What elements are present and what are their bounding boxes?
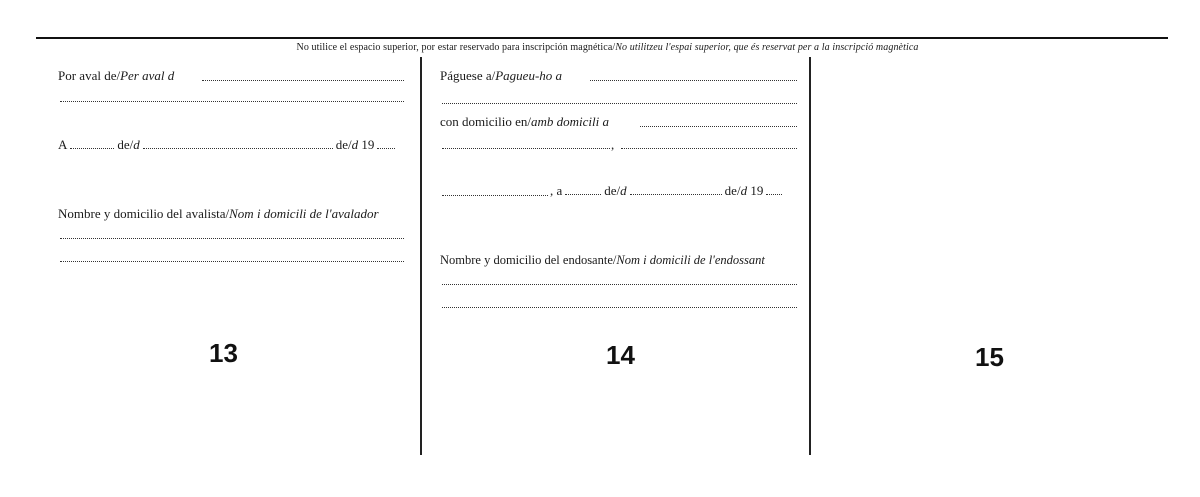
- avalista-field-1[interactable]: [60, 238, 404, 239]
- magnetic-notice: [0, 42, 1200, 53]
- endorse-month-field[interactable]: [630, 194, 722, 195]
- pay-field[interactable]: [590, 80, 797, 81]
- endosante-label-ca: Nom i domicili de l'endossant: [616, 253, 765, 267]
- date-de1-label: de/: [117, 137, 134, 152]
- panel-number-13: 13: [209, 338, 238, 368]
- avalista-label-ca: Nom i domicili de l'avalador: [229, 206, 379, 221]
- date-de2-ca: d: [351, 137, 359, 152]
- domicile-field[interactable]: [640, 126, 797, 127]
- avalista-field-2[interactable]: [60, 261, 404, 262]
- top-rule: [36, 37, 1168, 39]
- date-year-prefix: 19: [361, 137, 375, 152]
- domicile-field-2b[interactable]: [621, 148, 797, 149]
- aval-field[interactable]: [202, 80, 404, 81]
- divider-14-15: [809, 57, 811, 455]
- date-year-field[interactable]: [377, 148, 395, 149]
- endorse-day-field[interactable]: [565, 194, 601, 195]
- endosante-field-2[interactable]: [442, 307, 797, 308]
- endorse-de1-ca: d: [620, 183, 627, 198]
- endosante-field-1[interactable]: [442, 284, 797, 285]
- notice-catalan: No utilitzeu l'espai superior, que és reservat per a la inscripció magnètica: [615, 42, 919, 53]
- pay-line: [440, 68, 562, 84]
- date-a-label: A: [58, 137, 68, 152]
- aval-label-ca: Per aval d: [120, 68, 175, 83]
- endorse-date-line: [550, 183, 785, 199]
- endorse-de1-label: de/: [604, 183, 621, 198]
- panel-number-14: 14: [606, 340, 635, 370]
- endorse-de2-label: de/: [724, 183, 741, 198]
- endosante-line: [440, 252, 765, 268]
- panel-number-15: 15: [975, 342, 1004, 372]
- domicile-line: [440, 114, 609, 130]
- endorse-de2-ca: d: [740, 183, 748, 198]
- endosante-label-es: Nombre y domicilio del endosante/: [440, 253, 617, 267]
- aval-line: [58, 68, 174, 84]
- aval-date-line: [58, 137, 398, 153]
- pay-field-2[interactable]: [442, 103, 797, 104]
- endorse-year-prefix: 19: [750, 183, 764, 198]
- date-de1-ca: d: [133, 137, 140, 152]
- pay-label-es: Páguese a/: [440, 68, 496, 83]
- endorse-year-field[interactable]: [766, 194, 782, 195]
- divider-13-14: [420, 57, 422, 455]
- domicile-label-ca: amb domicili a: [530, 114, 609, 129]
- domicile-label-es: con domicilio en/: [440, 114, 531, 129]
- avalista-label-es: Nombre y domicilio del avalista/: [58, 206, 230, 221]
- endorse-date-a: , a: [550, 183, 563, 198]
- place-field[interactable]: [442, 195, 548, 196]
- date-de2-label: de/: [335, 137, 352, 152]
- date-day-field[interactable]: [70, 148, 114, 149]
- domicile-field-2a[interactable]: [442, 148, 610, 149]
- date-month-field[interactable]: [143, 148, 333, 149]
- aval-field-2[interactable]: [60, 101, 404, 102]
- notice-spanish: No utilice el espacio superior, por estar reservado para inscripción magnética/: [296, 42, 616, 53]
- domicile-comma: ,: [611, 137, 615, 152]
- avalista-line: [58, 206, 379, 222]
- aval-label-es: Por aval de/: [58, 68, 121, 83]
- pay-label-ca: Pagueu-ho a: [495, 68, 563, 83]
